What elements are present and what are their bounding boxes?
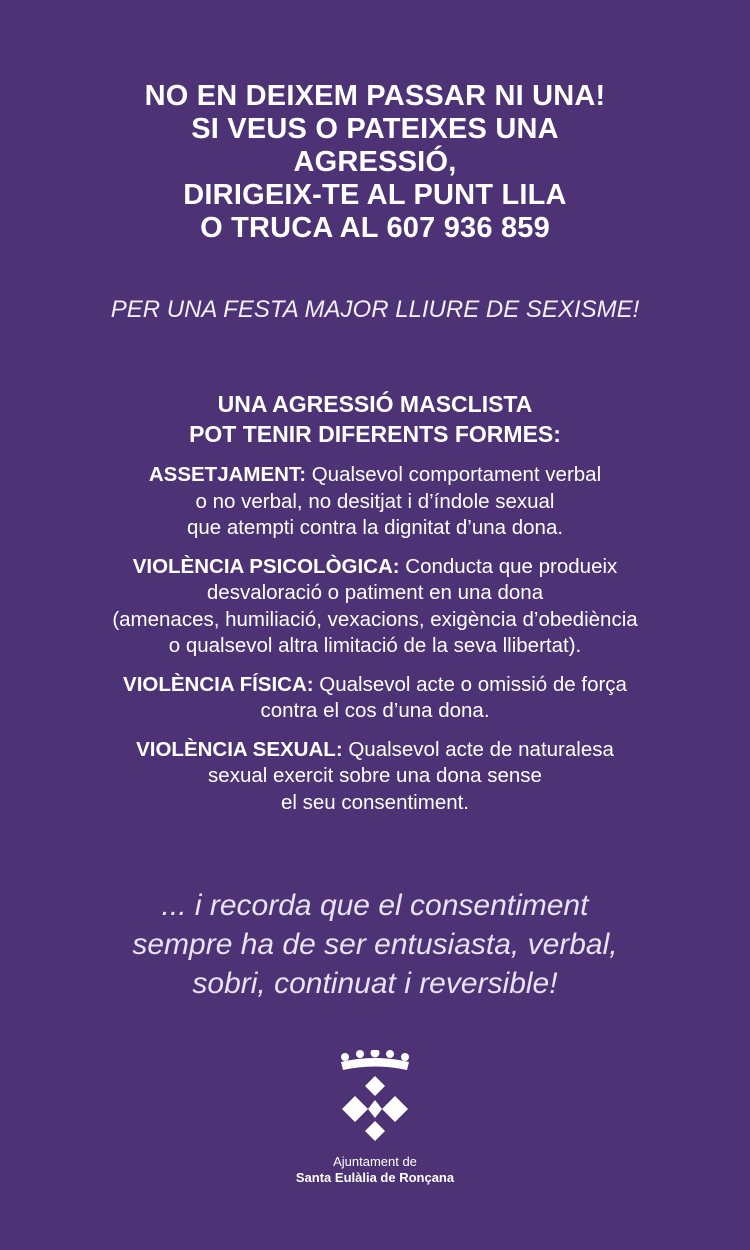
headline-line: NO EN DEIXEM PASSAR NI UNA! [144, 80, 606, 112]
definition-violencia-sexual [0, 737, 750, 817]
closing-line: sobri, continuat i reversible! [192, 967, 558, 1000]
definition-term: ASSETJAMENT: [148, 463, 307, 486]
headline [0, 80, 750, 245]
definition-line: o no verbal, no desitjat i d’índole sexual [195, 489, 555, 513]
definition-first-line [0, 737, 750, 764]
definition-line: sexual exercit sobre una dona sense [208, 764, 542, 787]
section-title-line: UNA AGRESSIÓ MASCLISTA [217, 391, 533, 417]
municipal-crest-icon [335, 1050, 415, 1146]
definition-text: Qualsevol acte o omissió de força [313, 672, 627, 696]
definition-line: que atempti contra la dignitat d’una dona. [186, 516, 564, 539]
definition-text: Conducta que produeix [399, 554, 618, 578]
definition-term: VIOLÈNCIA PSICOLÒGICA: [132, 554, 400, 578]
definition-violencia-psicologica [0, 554, 750, 660]
headline-line: DIRIGEIX-TE AL PUNT LILA [183, 179, 567, 211]
definition-first-line [0, 554, 750, 581]
closing-line: ... i recorda que el consentiment [161, 889, 589, 922]
definition-term: VIOLÈNCIA SEXUAL: [136, 737, 343, 761]
definition-term: VIOLÈNCIA FÍSICA: [123, 672, 314, 696]
definition-line: o qualsevol altra limitació de la seva llibertat). [168, 634, 582, 657]
logo-text-line1: Ajuntament de [333, 1154, 417, 1169]
definitions-list [0, 462, 750, 816]
municipal-logo [275, 1050, 475, 1186]
definition-violencia-fisica [0, 672, 750, 725]
definition-line: desvaloració o patiment en una dona [206, 581, 544, 604]
headline-phone-line: O TRUCA AL 607 936 859 [200, 212, 550, 244]
definition-first-line [0, 462, 750, 489]
logo-text-line2: Santa Eulàlia de Ronçana [295, 1170, 455, 1185]
definition-first-line [0, 672, 750, 699]
section-title-line: POT TENIR DIFERENTS FORMES: [189, 421, 561, 447]
closing-message [0, 886, 750, 1003]
tagline: PER UNA FESTA MAJOR LLIURE DE SEXISME! [110, 296, 640, 323]
headline-line: AGRESSIÓ, [293, 146, 457, 178]
closing-line: sempre ha de ser entusiasta, verbal, [132, 928, 618, 961]
definition-text: Qualsevol comportament verbal [306, 463, 602, 486]
definition-assetjament [0, 462, 750, 542]
definition-line: el seu consentiment. [280, 790, 470, 814]
section-title [0, 389, 750, 449]
definition-line: contra el cos d’una dona. [260, 699, 490, 722]
headline-line: SI VEUS O PATEIXES UNA [191, 113, 559, 145]
definition-text: Qualsevol acte de naturalesa [342, 737, 614, 761]
definition-line: (amenaces, humiliació, vexacions, exigència d’obediència [112, 607, 638, 631]
